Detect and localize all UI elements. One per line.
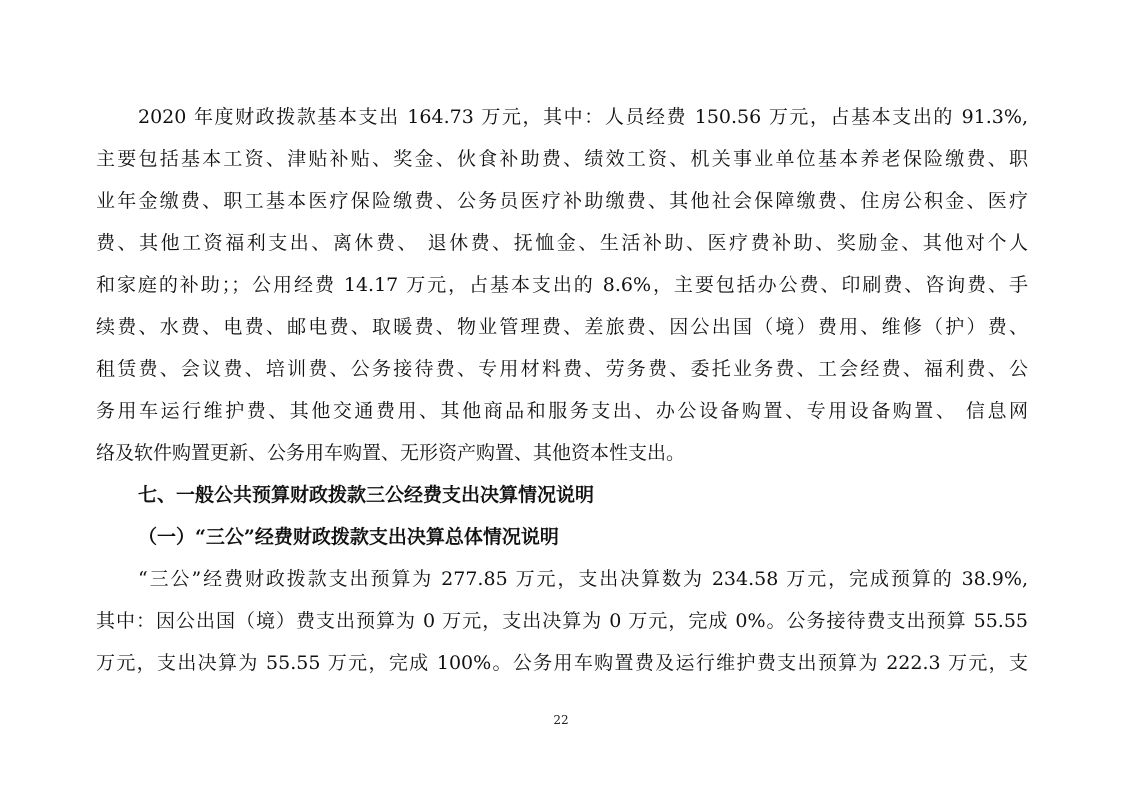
- paragraph1-line-5: 和家庭的补助；；公用经费 14.17 万元，占基本支出的 8.6%，主要包括办公费、印刷费、咨询费、手: [96, 274, 1028, 296]
- paragraph2-line-1: “三公”经费财政拨款支出预算为 277.85 万元，支出决算数为 234.58 万元，完成预算的 38.9%,: [138, 568, 1028, 590]
- paragraph1-line-4: 费、其他工资福利支出、离休费、 退休费、抚恤金、生活补助、医疗费补助、奖励金、其他对个人: [96, 232, 1028, 254]
- paragraph1-line-7: 租赁费、会议费、培训费、公务接待费、专用材料费、劳务费、委托业务费、工会经费、福利费、公: [96, 358, 1028, 380]
- section-heading: 七、一般公共预算财政拨款三公经费支出决算情况说明: [138, 484, 595, 506]
- paragraph1-line-6: 续费、水费、电费、邮电费、取暖费、物业管理费、差旅费、因公出国（境）费用、维修（护）费、: [96, 316, 1028, 338]
- paragraph1-line-3: 业年金缴费、职工基本医疗保险缴费、公务员医疗补助缴费、其他社会保障缴费、住房公积金、医疗: [96, 190, 1028, 212]
- paragraph2-line-2: 其中：因公出国（境）费支出预算为 0 万元，支出决算为 0 万元，完成 0%。公务接待费支出预算 55.55: [96, 610, 1028, 632]
- paragraph1-line-2: 主要包括基本工资、津贴补贴、奖金、伙食补助费、绩效工资、机关事业单位基本养老保险缴费、职: [96, 148, 1028, 170]
- paragraph2-line-3: 万元，支出决算为 55.55 万元，完成 100%。公务用车购置费及运行维护费支出预算为 222.3 万元，支: [96, 652, 1028, 674]
- paragraph1-line-1: 2020 年度财政拨款基本支出 164.73 万元，其中：人员经费 150.56 万元，占基本支出的 91.3%,: [138, 106, 1028, 128]
- paragraph1-line-9: 络及软件购置更新、公务用车购置、无形资产购置、其他资本性支出。: [96, 442, 686, 464]
- paragraph1-line-8: 务用车运行维护费、其他交通费用、其他商品和服务支出、办公设备购置、专用设备购置、 信息网: [96, 400, 1028, 422]
- subsection-heading: （一）“三公”经费财政拨款支出决算总体情况说明: [138, 526, 559, 548]
- page-number: 22: [553, 713, 569, 727]
